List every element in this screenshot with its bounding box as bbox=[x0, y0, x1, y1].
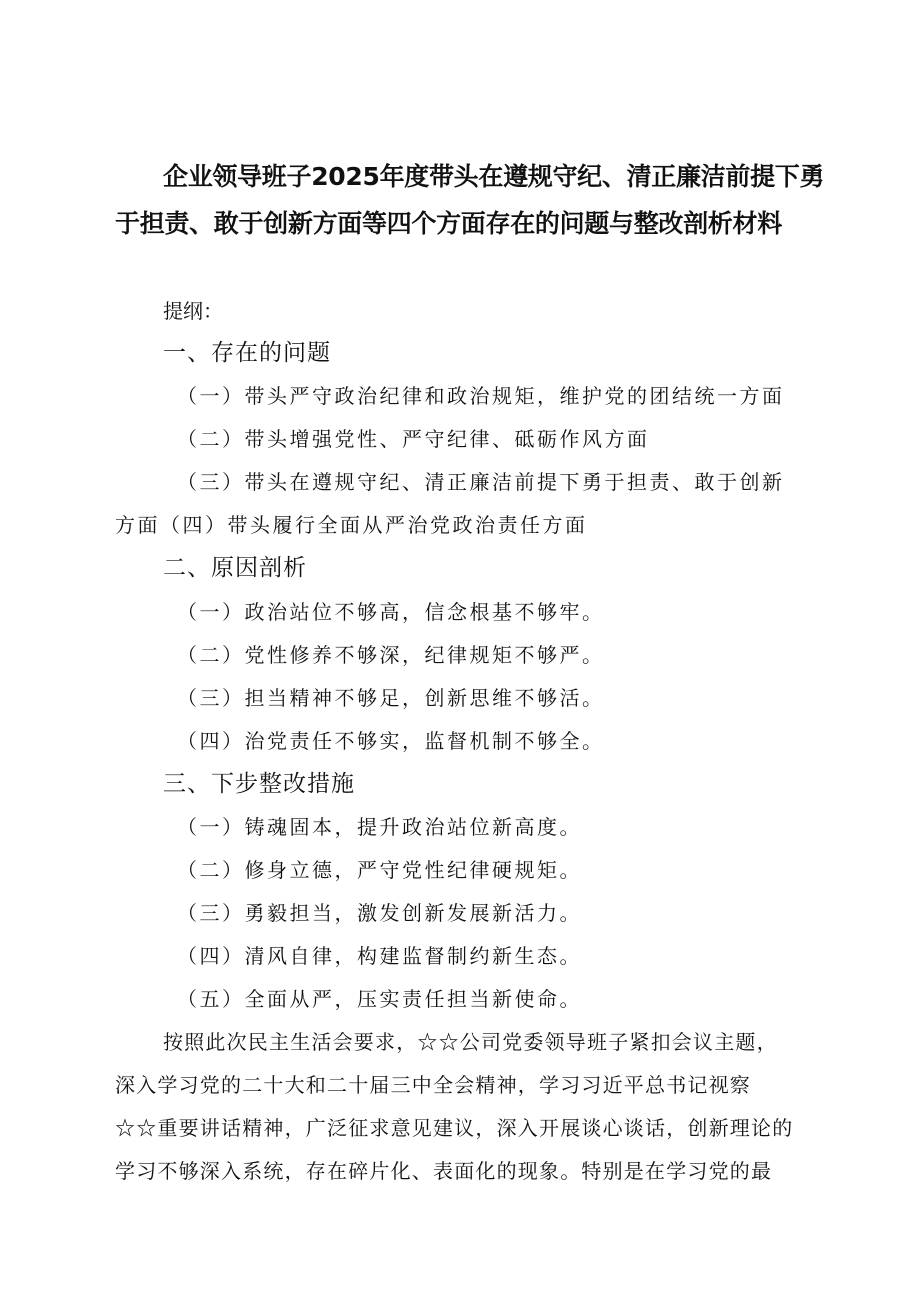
list-item: （一）政治站位不够高，信念根基不够牢。 bbox=[177, 600, 605, 624]
list-item: （四）清风自律，构建监督制约新生态。 bbox=[177, 944, 582, 968]
document-title: 企业领导班子2025年度带头在遵规守纪、清正廉洁前提下勇于担责、敢于创新方面等四个方面存在的问题与整改剖析材料 bbox=[115, 162, 825, 238]
body-paragraph-line: 深入学习党的二十大和二十届三中全会精神，学习习近平总书记视察 bbox=[115, 1073, 751, 1097]
list-item: 方面（四）带头履行全面从严治党政治责任方面 bbox=[115, 513, 588, 537]
list-item: （五）全面从严，压实责任担当新使命。 bbox=[177, 987, 582, 1011]
section-heading-causes: 二、原因剖析 bbox=[163, 555, 307, 581]
section-heading-problems: 一、存在的问题 bbox=[163, 340, 331, 366]
list-item: （二）带头增强党性、严守纪律、砥砺作风方面 bbox=[177, 427, 650, 451]
list-item: （三）勇毅担当，激发创新发展新活力。 bbox=[177, 901, 582, 925]
body-paragraph-line: 按照此次民主生活会要求，☆☆公司党委领导班子紧扣会议主题， bbox=[163, 1030, 778, 1054]
body-paragraph-line: ☆☆重要讲话精神，广泛征求意见建议，深入开展谈心谈话，创新理论的 bbox=[115, 1116, 794, 1140]
list-item: （四）治党责任不够实，监督机制不够全。 bbox=[177, 729, 605, 753]
body-paragraph-line: 学习不够深入系统，存在碎片化、表面化的现象。特别是在学习党的最 bbox=[115, 1159, 773, 1183]
list-item: （一）带头严守政治纪律和政治规矩，维护党的团结统一方面 bbox=[177, 384, 785, 408]
outline-label: 提纲： bbox=[163, 299, 223, 323]
list-item: （二）修身立德，严守党性纪律硬规矩。 bbox=[177, 858, 582, 882]
section-heading-measures: 三、下步整改措施 bbox=[163, 771, 355, 797]
list-item: （二）党性修养不够深，纪律规矩不够严。 bbox=[177, 643, 605, 667]
list-item: （三）带头在遵规守纪、清正廉洁前提下勇于担责、敢于创新 bbox=[177, 470, 785, 494]
list-item: （一）铸魂固本，提升政治站位新高度。 bbox=[177, 815, 582, 839]
list-item: （三）担当精神不够足，创新思维不够活。 bbox=[177, 686, 605, 710]
